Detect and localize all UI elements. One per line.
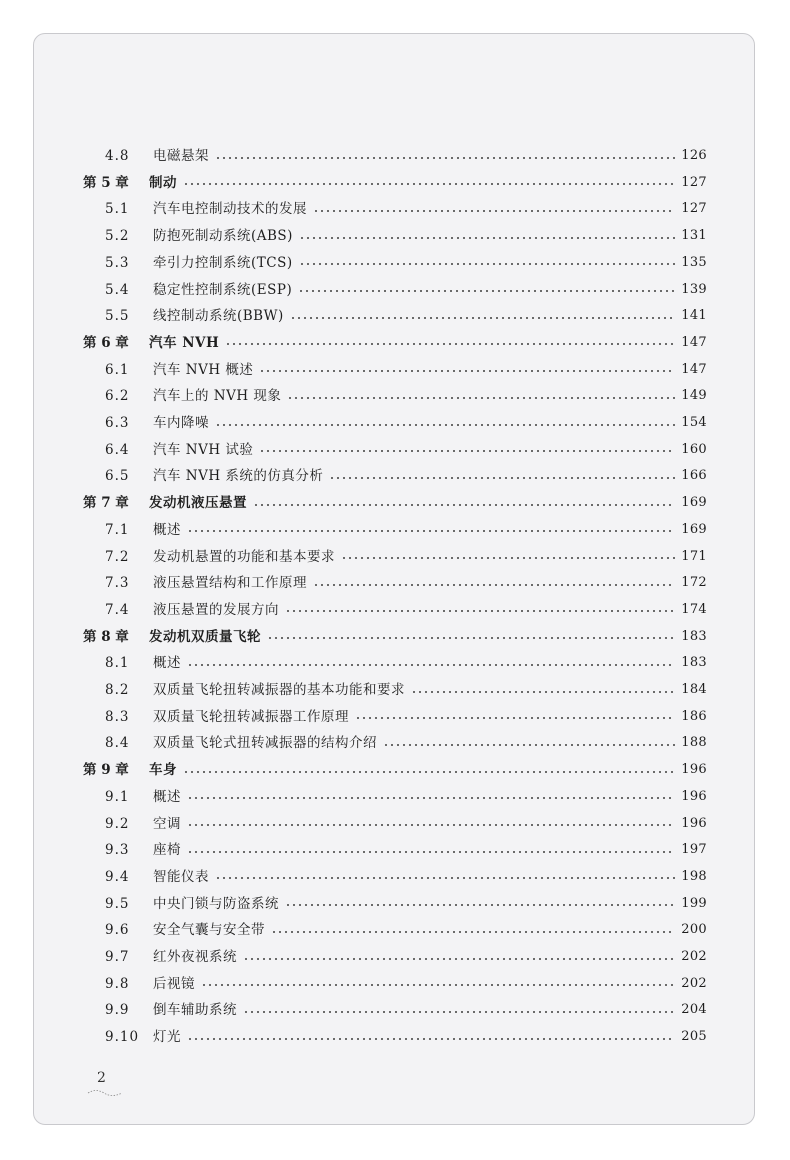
toc-entry-title: 双质量飞轮式扭转减振器的结构介绍 bbox=[153, 735, 377, 752]
dot-leader bbox=[341, 557, 675, 559]
toc-section-row bbox=[105, 545, 707, 569]
dot-leader bbox=[225, 343, 675, 345]
dot-leader bbox=[187, 824, 675, 826]
book-page bbox=[33, 33, 755, 1125]
toc-entry-page: 188 bbox=[681, 735, 707, 751]
toc-entry-title: 中央门锁与防盗系统 bbox=[153, 895, 279, 912]
toc-entry-page: 172 bbox=[681, 575, 707, 591]
toc-entry-title: 制动 bbox=[149, 174, 177, 191]
toc-entry-number: 9.3 bbox=[105, 842, 130, 859]
toc-chapter-row bbox=[83, 491, 707, 515]
dot-leader bbox=[329, 477, 675, 479]
toc-entry-number: 第 9 章 bbox=[83, 762, 129, 779]
dot-leader bbox=[259, 450, 675, 452]
toc-entry-number: 5.2 bbox=[105, 228, 130, 245]
toc-entry-number: 9.7 bbox=[105, 949, 130, 965]
dot-leader bbox=[299, 237, 675, 239]
dot-leader bbox=[313, 210, 675, 212]
dot-leader bbox=[215, 157, 675, 159]
toc-entry-title: 防抱死制动系统(ABS) bbox=[153, 228, 293, 245]
toc-entry-page: 141 bbox=[681, 308, 707, 324]
table-of-contents bbox=[34, 34, 754, 1124]
toc-entry-title: 车身 bbox=[149, 762, 177, 779]
toc-entry-number: 第 5 章 bbox=[83, 174, 129, 191]
toc-section-row bbox=[105, 411, 707, 435]
toc-entry-page: 196 bbox=[681, 762, 707, 778]
toc-entry-title: 安全气囊与安全带 bbox=[153, 922, 265, 939]
toc-entry-page: 149 bbox=[681, 388, 707, 404]
toc-section-row bbox=[105, 892, 707, 916]
toc-entry-page: 199 bbox=[681, 895, 707, 911]
toc-entry-title: 双质量飞轮扭转减振器的基本功能和要求 bbox=[153, 682, 405, 698]
toc-entry-number: 5.4 bbox=[105, 281, 130, 298]
dot-leader bbox=[383, 744, 675, 746]
toc-entry-title: 汽车上的 NVH 现象 bbox=[153, 388, 282, 405]
toc-entry-page: 127 bbox=[681, 174, 707, 190]
toc-entry-number: 8.4 bbox=[105, 735, 130, 752]
toc-entry-page: 183 bbox=[681, 655, 707, 671]
toc-entry-title: 汽车 NVH 试验 bbox=[153, 441, 254, 458]
toc-entry-number: 9.4 bbox=[105, 868, 130, 885]
toc-entry-page: 147 bbox=[681, 361, 707, 377]
toc-entry-title: 发动机双质量飞轮 bbox=[149, 628, 261, 645]
toc-entry-page: 202 bbox=[681, 949, 707, 964]
toc-section-row bbox=[105, 731, 707, 755]
dot-leader bbox=[183, 771, 675, 773]
toc-entry-page: 200 bbox=[681, 922, 707, 938]
toc-chapter-row bbox=[83, 625, 707, 649]
toc-entry-number: 9.5 bbox=[105, 895, 130, 912]
toc-entry-page: 197 bbox=[681, 842, 707, 858]
toc-entry-title: 汽车 NVH 系统的仿真分析 bbox=[153, 468, 324, 485]
toc-entry-title: 智能仪表 bbox=[153, 868, 209, 885]
toc-section-row bbox=[105, 945, 707, 969]
toc-entry-title: 线控制动系统(BBW) bbox=[153, 308, 284, 325]
toc-entry-page: 166 bbox=[681, 468, 707, 484]
toc-entry-title: 概述 bbox=[153, 788, 181, 805]
dot-leader bbox=[215, 424, 675, 426]
dot-leader bbox=[411, 691, 675, 693]
toc-entry-page: 196 bbox=[681, 788, 707, 804]
toc-entry-title: 概述 bbox=[153, 521, 181, 538]
toc-section-row bbox=[105, 518, 707, 542]
toc-section-row bbox=[105, 1025, 707, 1049]
toc-entry-number: 8.2 bbox=[105, 682, 130, 698]
toc-section-row bbox=[105, 438, 707, 462]
toc-entry-title: 灯光 bbox=[153, 1029, 181, 1046]
toc-section-row bbox=[105, 972, 707, 996]
toc-entry-page: 147 bbox=[681, 334, 707, 350]
toc-section-row bbox=[105, 278, 707, 302]
dot-leader bbox=[187, 664, 675, 666]
toc-entry-number: 9.6 bbox=[105, 922, 130, 939]
toc-entry-title: 车内降噪 bbox=[153, 415, 209, 431]
toc-entry-page: 169 bbox=[681, 521, 707, 537]
toc-section-row bbox=[105, 224, 707, 248]
toc-entry-page: 169 bbox=[681, 495, 707, 511]
toc-entry-title: 双质量飞轮扭转减振器工作原理 bbox=[153, 708, 349, 725]
toc-entry-title: 电磁悬架 bbox=[153, 148, 209, 164]
toc-section-row bbox=[105, 304, 707, 328]
dot-leader bbox=[183, 183, 675, 185]
toc-section-row bbox=[105, 865, 707, 889]
toc-section-row bbox=[105, 998, 707, 1022]
toc-entry-title: 液压悬置结构和工作原理 bbox=[153, 575, 307, 592]
toc-entry-title: 汽车 NVH 概述 bbox=[153, 361, 254, 378]
toc-entry-title: 牵引力控制系统(TCS) bbox=[153, 254, 293, 271]
toc-section-row bbox=[105, 651, 707, 675]
toc-entry-number: 9.2 bbox=[105, 815, 130, 832]
dot-leader bbox=[259, 370, 675, 372]
toc-section-row bbox=[105, 678, 707, 702]
toc-entry-title: 汽车 NVH bbox=[149, 334, 220, 351]
toc-entry-number: 4.8 bbox=[105, 148, 130, 164]
toc-entry-number: 9.8 bbox=[105, 975, 130, 992]
toc-chapter-row bbox=[83, 758, 707, 782]
dot-leader bbox=[215, 877, 675, 879]
toc-section-row bbox=[105, 251, 707, 275]
toc-entry-title: 发动机悬置的功能和基本要求 bbox=[153, 548, 335, 565]
dot-leader bbox=[253, 504, 675, 506]
toc-entry-number: 第 7 章 bbox=[83, 495, 129, 512]
toc-entry-page: 186 bbox=[681, 708, 707, 724]
toc-entry-number: 6.5 bbox=[105, 468, 130, 485]
toc-entry-number: 第 6 章 bbox=[83, 334, 129, 351]
toc-entry-title: 后视镜 bbox=[153, 975, 195, 992]
toc-entry-number: 6.4 bbox=[105, 441, 130, 458]
toc-entry-page: 183 bbox=[681, 628, 707, 644]
toc-entry-page: 202 bbox=[681, 975, 707, 991]
toc-entry-page: 205 bbox=[681, 1029, 707, 1045]
dot-leader bbox=[271, 931, 675, 933]
dot-leader bbox=[313, 584, 675, 586]
toc-entry-page: 198 bbox=[681, 868, 707, 884]
toc-entry-number: 9.10 bbox=[105, 1029, 140, 1046]
dot-leader bbox=[267, 637, 675, 639]
toc-section-row bbox=[105, 705, 707, 729]
toc-chapter-row bbox=[83, 171, 707, 195]
toc-entry-number: 6.3 bbox=[105, 415, 130, 431]
dot-leader bbox=[287, 397, 675, 399]
toc-entry-number: 第 8 章 bbox=[83, 628, 129, 645]
toc-entry-title: 发动机液压悬置 bbox=[149, 495, 247, 512]
toc-entry-number: 5.3 bbox=[105, 254, 130, 271]
toc-section-row bbox=[105, 464, 707, 488]
dot-leader bbox=[201, 984, 675, 986]
dot-leader bbox=[187, 530, 675, 532]
toc-section-row bbox=[105, 358, 707, 382]
toc-entry-page: 174 bbox=[681, 601, 707, 617]
toc-entry-page: 139 bbox=[681, 281, 707, 297]
dot-leader bbox=[285, 904, 675, 906]
toc-entry-number: 9.1 bbox=[105, 788, 130, 805]
toc-entry-page: 184 bbox=[681, 682, 707, 697]
page-number: 2 bbox=[97, 1070, 106, 1086]
toc-section-row bbox=[105, 838, 707, 862]
toc-entry-page: 127 bbox=[681, 201, 707, 217]
toc-entry-number: 8.3 bbox=[105, 708, 130, 725]
dot-leader bbox=[243, 1011, 675, 1013]
toc-entry-page: 204 bbox=[681, 1002, 707, 1018]
dot-leader bbox=[355, 717, 675, 719]
dot-leader bbox=[187, 1038, 675, 1040]
toc-section-row bbox=[105, 812, 707, 836]
toc-entry-number: 6.1 bbox=[105, 361, 130, 378]
toc-entry-title: 稳定性控制系统(ESP) bbox=[153, 281, 293, 298]
toc-entry-number: 5.1 bbox=[105, 201, 130, 218]
toc-entry-number: 7.2 bbox=[105, 548, 130, 565]
dot-leader bbox=[298, 290, 675, 292]
toc-section-row bbox=[105, 384, 707, 408]
dot-leader bbox=[187, 797, 675, 799]
toc-entry-number: 7.3 bbox=[105, 575, 130, 592]
toc-entry-number: 7.4 bbox=[105, 601, 130, 618]
toc-section-row bbox=[105, 144, 707, 168]
toc-section-row bbox=[105, 918, 707, 942]
dot-leader bbox=[299, 263, 676, 265]
toc-section-row bbox=[105, 785, 707, 809]
toc-entry-page: 131 bbox=[681, 228, 707, 244]
dot-leader bbox=[243, 958, 675, 960]
toc-entry-title: 液压悬置的发展方向 bbox=[153, 601, 279, 618]
toc-entry-number: 6.2 bbox=[105, 388, 130, 405]
toc-entry-page: 135 bbox=[681, 254, 707, 270]
toc-entry-title: 空调 bbox=[153, 815, 181, 832]
toc-entry-title: 倒车辅助系统 bbox=[153, 1002, 237, 1019]
toc-entry-number: 5.5 bbox=[105, 308, 130, 325]
toc-section-row bbox=[105, 571, 707, 595]
toc-entry-title: 汽车电控制动技术的发展 bbox=[153, 201, 307, 218]
toc-entry-page: 196 bbox=[681, 815, 707, 831]
folio-ornament-icon bbox=[86, 1088, 126, 1098]
toc-entry-number: 9.9 bbox=[105, 1002, 130, 1019]
dot-leader bbox=[290, 317, 676, 319]
toc-entry-title: 座椅 bbox=[153, 842, 181, 859]
toc-entry-page: 171 bbox=[681, 548, 707, 564]
toc-entry-page: 154 bbox=[681, 415, 707, 430]
dot-leader bbox=[187, 851, 675, 853]
toc-entry-title: 概述 bbox=[153, 655, 181, 672]
dot-leader bbox=[285, 610, 675, 612]
toc-entry-title: 红外夜视系统 bbox=[153, 949, 237, 965]
toc-section-row bbox=[105, 598, 707, 622]
toc-chapter-row bbox=[83, 331, 707, 355]
toc-entry-number: 8.1 bbox=[105, 655, 130, 672]
toc-entry-page: 160 bbox=[681, 441, 707, 457]
toc-entry-page: 126 bbox=[681, 148, 707, 163]
toc-section-row bbox=[105, 197, 707, 221]
toc-entry-number: 7.1 bbox=[105, 521, 130, 538]
